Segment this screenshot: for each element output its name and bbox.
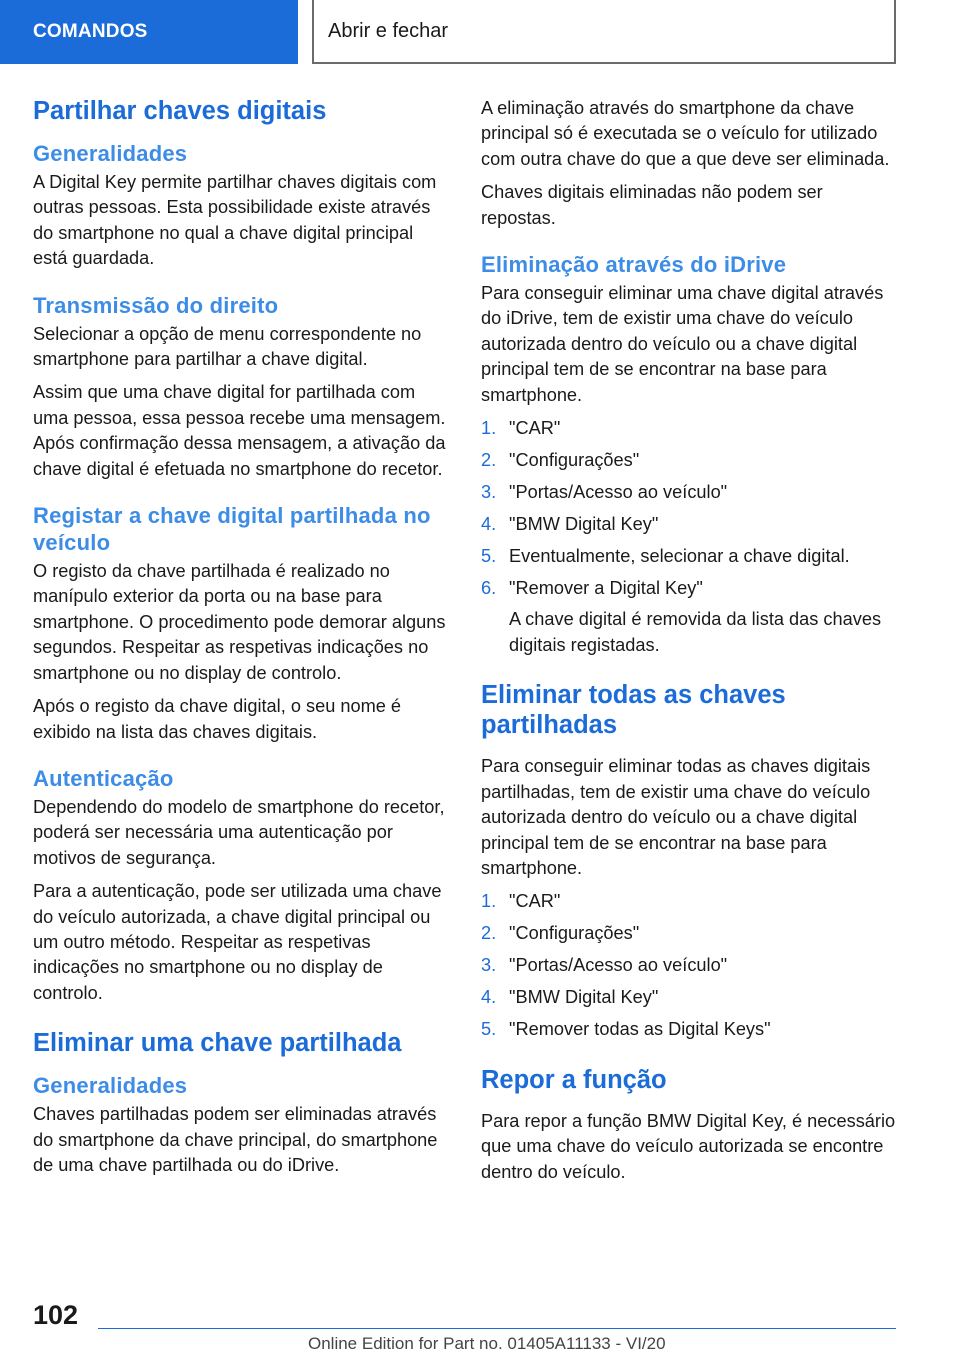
step-number: 4. [481, 987, 497, 1008]
step-number: 2. [481, 450, 497, 471]
page-number: 102 [33, 1300, 79, 1330]
paragraph: Para conseguir eliminar uma chave digital através do iDrive, tem de existir uma chave do veículo autorizada dentro do veículo ou a chave digital principal tem de se encontrar na base para smartphone. [481, 283, 884, 405]
footer-divider [98, 1328, 896, 1329]
step-text: Eventualmente, selecionar a chave digital. [509, 546, 850, 567]
heading-transmissao: Transmissão do direito [33, 292, 279, 318]
heading-registar: Registar a chave digital partilhada no veículo [33, 503, 431, 556]
step-text: "BMW Digital Key" [509, 514, 659, 535]
paragraph: A Digital Key permite partilhar chaves digitais com outras pessoas. Esta possibilidade existe através do smartphone no qual a chave digital principal está guardada. [33, 172, 437, 269]
list-item [481, 953, 896, 978]
list-item [481, 985, 896, 1010]
list-item [481, 544, 896, 569]
list-item [481, 448, 896, 473]
header-section-tab [0, 0, 298, 64]
left-column [33, 96, 448, 1186]
heading-generalidades-1: Generalidades [33, 141, 188, 166]
list-item [481, 889, 896, 914]
list-item [481, 1017, 896, 1042]
paragraph: Dependendo do modelo de smartphone do recetor, poderá ser necessária uma autenticação por motivos de segurança. [33, 796, 445, 868]
step-text: "CAR" [509, 891, 561, 912]
step-number: 2. [481, 923, 497, 944]
step-number: 3. [481, 482, 497, 503]
step-text: "Configurações" [509, 923, 640, 944]
step-number: 4. [481, 514, 497, 535]
step-note: A chave digital é removida da lista das chaves digitais registadas. [509, 609, 882, 655]
paragraph: O registo da chave partilhada é realizado no manípulo exterior da porta ou na base para smartphone. O procedimento pode demorar alguns segundos. Respeitar as respetivas indicações no smartphone ou no display de controlo. [33, 561, 446, 683]
step-text: "Remover todas as Digital Keys" [509, 1019, 771, 1040]
heading-generalidades-2: Generalidades [33, 1073, 188, 1099]
step-number: 1. [481, 891, 497, 912]
step-text: "Configurações" [509, 450, 640, 471]
paragraph: Chaves digitais eliminadas não podem ser repostas. [481, 182, 823, 228]
heading-autenticacao: Autenticação [33, 765, 174, 791]
step-text: "Portas/Acesso ao veículo" [509, 955, 728, 976]
paragraph: Após o registo da chave digital, o seu nome é exibido na lista das chaves digitais. [33, 696, 402, 742]
list-item [481, 576, 896, 658]
paragraph: Para conseguir eliminar todas as chaves digitais partilhadas, tem de existir uma chave do veículo autorizada dentro do veículo ou a chave digital principal tem de se encontrar na base para smartphone. [481, 756, 871, 878]
step-text: "Remover a Digital Key" [509, 578, 703, 599]
paragraph: Para a autenticação, pode ser utilizada uma chave do veículo autorizada, a chave digital principal ou um outro método. Respeitar as respetivas indicações no smartphone ou no display de controlo. [33, 881, 442, 1003]
heading-repor: Repor a função [481, 1065, 667, 1094]
step-number: 1. [481, 418, 497, 439]
right-column [481, 96, 896, 1193]
step-text: "BMW Digital Key" [509, 987, 659, 1008]
section-label: COMANDOS [33, 21, 148, 42]
paragraph: Assim que uma chave digital for partilhada com uma pessoa, essa pessoa recebe uma mensagem. Após confirmação dessa mensagem, a ativação da chave digital é efetuada no smartphone do recetor. [33, 382, 446, 479]
step-number: 6. [481, 578, 497, 599]
steps-list-1 [481, 416, 896, 658]
step-number: 3. [481, 955, 497, 976]
list-item [481, 416, 896, 441]
list-item [481, 921, 896, 946]
step-text: "Portas/Acesso ao veículo" [509, 482, 728, 503]
list-item [481, 512, 896, 537]
header-chapter-tab [312, 0, 896, 64]
list-item [481, 480, 896, 505]
heading-eliminar-todas: Eliminar todas as chaves partilhadas [481, 681, 786, 740]
chapter-label: Abrir e fechar [328, 19, 449, 42]
paragraph: A eliminação através do smartphone da chave principal só é executada se o veículo for utilizado com outra chave do que a que deve ser eliminada. [481, 98, 890, 169]
footer-edition: Online Edition for Part no. 01405A11133 - VI/20 [308, 1334, 666, 1353]
heading-eliminacao-idrive: Eliminação através do iDrive [481, 252, 787, 278]
paragraph: Para repor a função BMW Digital Key, é necessário que uma chave do veículo autorizada se encontre dentro do veículo. [481, 1110, 896, 1182]
heading-eliminar-uma: Eliminar uma chave partilhada [33, 1029, 402, 1058]
paragraph: Selecionar a opção de menu correspondente no smartphone para partilhar a chave digital. [33, 323, 422, 370]
heading-partilhar: Partilhar chaves digitais [33, 97, 327, 125]
step-text: "CAR" [509, 418, 561, 439]
paragraph: Chaves partilhadas podem ser eliminadas através do smartphone da chave principal, do smartphone de uma chave partilhada ou do iDrive. [33, 1104, 438, 1175]
step-number: 5. [481, 546, 497, 567]
steps-list-2 [481, 889, 896, 1042]
step-number: 5. [481, 1019, 497, 1040]
